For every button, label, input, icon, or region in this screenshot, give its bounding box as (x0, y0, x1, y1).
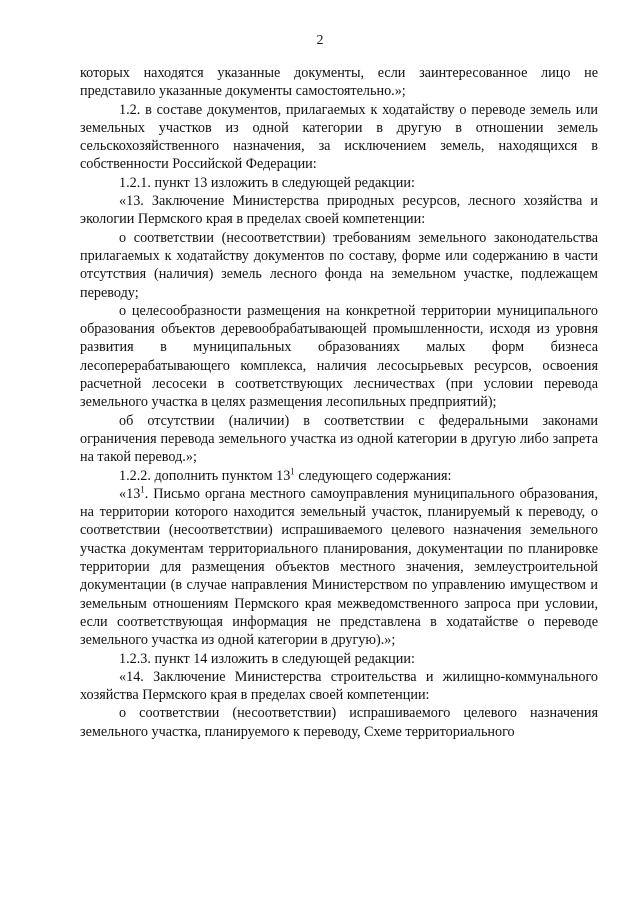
paragraph-item-13-1-start: «13 (119, 485, 141, 502)
paragraph-item-13-a: о соответствии (несоответствии) требованиям земельного законодательства прилагаемых к ходатайству документов по составу, форме или содержанию в части отсутствия (наличия) земель лесного фонда на земельном участке, подлежащем переводу; (80, 229, 598, 301)
superscript: 1 (140, 484, 145, 495)
paragraph-1-2-3: 1.2.3. пункт 14 изложить в следующей редакции: (119, 650, 415, 667)
paragraph-1-2: 1.2. в составе документов, прилагаемых к ходатайству о переводе земель или земельных участков из одной категории в другую в отношении земель сельскохозяйственного назначения, за исключением земель, находящихся в собственности Российской Федерации: (80, 101, 598, 173)
paragraph-item-13-b: о целесообразности размещения на конкретной территории муниципального образования объектов деревообрабатывающей промышленности, исходя из уровня развития в муниципальных образованиях малых форм бизнеса лесоперерабатывающего комплекса, наличия лесосырьевых ресурсов, освоения расчетной лесосеки в соответствующих лесничествах (при условии перевода земельного участка в целях размещения лесопильных предприятий); (80, 302, 598, 411)
paragraph-item-14: «14. Заключение Министерства строительства и жилищно-коммунального хозяйства Пермского края в пределах своей компетенции: (80, 668, 598, 704)
page-number: 2 (316, 33, 324, 48)
paragraph-item-13-c: об отсутствии (наличии) в соответствии с федеральными законами ограничения перевода земельного участка из одной категории в другую либо запрета на такой перевод.»; (80, 412, 598, 466)
paragraph-1-2-2 (80, 467, 598, 485)
paragraph-item-13-1 (80, 485, 598, 650)
paragraph-item-13: «13. Заключение Министерства природных ресурсов, лесного хозяйства и экологии Пермского края в пределах своей компетенции: (80, 193, 598, 228)
paragraph-item-13-1-text: . Письмо органа местного самоуправления муниципального образования, на территории которого находится земельный участок, планируемый к переводу, о соответствии (несоответствии) испрашиваемого целевого назначения земельного участка документам территориального планирования, документации по планировке территории для размещения объектов местного значения, землеустроительной документации (в случае направления Министерством по управлению имуществом и земельным отношениям Пермского края межведомственного запроса при условии, если соответствующая информация не представлена в ходатайстве о переводе земельного участка из одной категории в другую).»; (80, 485, 598, 649)
paragraph-1-2-1: 1.2.1. пункт 13 изложить в следующей редакции: (119, 174, 415, 191)
paragraph-1-2-2-tail: следующего содержания: (294, 467, 452, 484)
paragraph-continuation: которых находятся указанные документы, если заинтересованное лицо не представило указанные документы самостоятельно.»; (80, 65, 598, 100)
document-body (80, 64, 598, 741)
paragraph-item-14-a: о соответствии (несоответствии) испрашиваемого целевого назначения земельного участка, планируемого к переводу, Схеме территориального (80, 705, 598, 740)
paragraph-1-2-2-text: 1.2.2. дополнить пунктом 13 (119, 467, 291, 484)
superscript: 1 (290, 465, 295, 476)
